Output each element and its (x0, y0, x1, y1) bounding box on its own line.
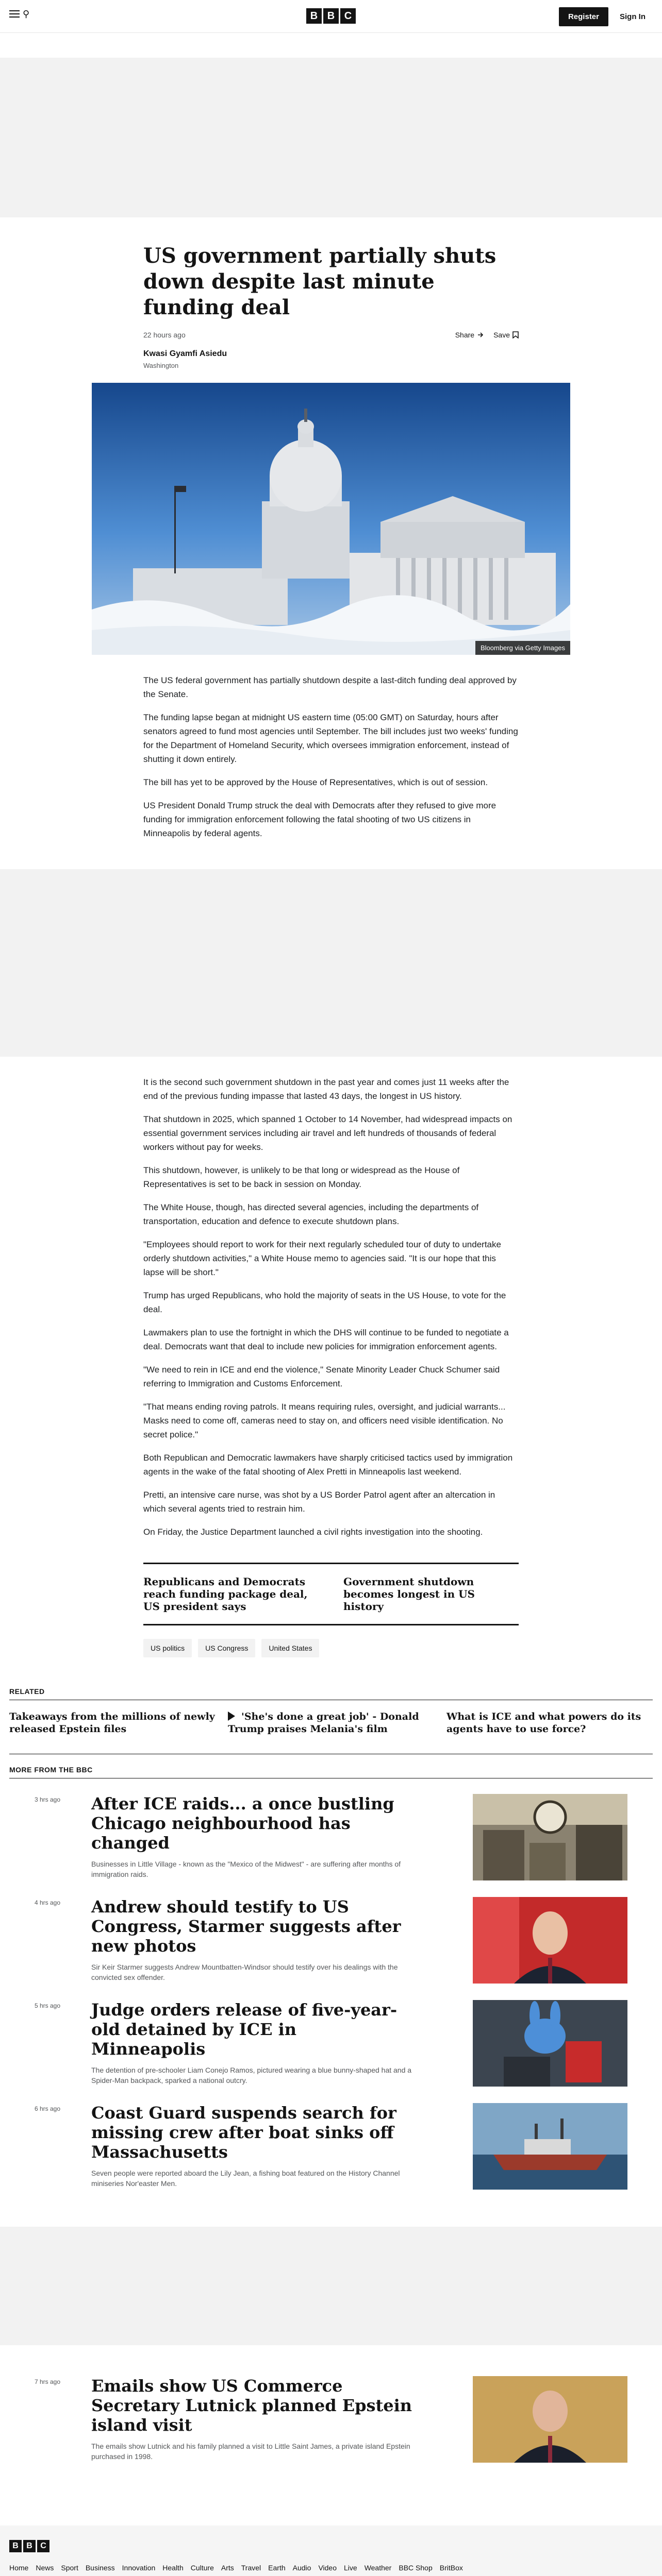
footer-nav (9, 2564, 653, 2576)
play-icon (228, 1711, 235, 1721)
topic-tags (143, 1639, 519, 1657)
hamburger-icon[interactable] (9, 10, 20, 18)
bookmark-icon (512, 331, 519, 338)
logo-letter: C (340, 8, 356, 24)
story-time: 7 hrs ago (35, 2378, 61, 2385)
related-label: RELATED (9, 1687, 653, 1700)
logo-letter: B (323, 8, 339, 24)
paragraph: US President Donald Trump struck the deal with Democrats after they refused to give more funding for immigration enforcement following the fatal shooting of two US citizens in Minneapolis by federal agents. (143, 801, 496, 838)
story-summary: Seven people were reported aboard the Lily Jean, a fishing boat featured on the History Channel miniseries Nor'easter Men. (91, 2169, 400, 2188)
logo-letter: B (306, 8, 322, 24)
story-time: 5 hrs ago (35, 2002, 61, 2009)
logo-letter: B (9, 2540, 22, 2552)
article-meta (143, 331, 519, 339)
related-link[interactable]: Government shutdown becomes longest in US history (343, 1575, 475, 1613)
footer-nav-item[interactable]: Home (9, 2564, 29, 2572)
bbc-logo[interactable] (306, 8, 356, 24)
story-thumbnail[interactable] (473, 1794, 627, 1880)
paragraph: On Friday, the Justice Department launched a civil rights investigation into the shooting. (143, 1527, 483, 1537)
advert-slot[interactable] (0, 869, 662, 1057)
paragraph: Pretti, an intensive care nurse, was shot by a US Border Patrol agent after an altercation in which several agents tried to restrain him. (143, 1490, 495, 1514)
article-body-top (143, 673, 519, 840)
ice-agents-image (473, 1794, 627, 1880)
inline-related-links (143, 1563, 519, 1625)
footer-nav-item[interactable]: Innovation (122, 2564, 156, 2572)
related-item[interactable]: What is ICE and what powers do its agents have to use force? (446, 1711, 641, 1735)
save-button[interactable] (493, 331, 519, 339)
article-body-bottom (143, 1075, 519, 1539)
footer-nav-item[interactable]: BBC Shop (399, 2564, 433, 2572)
story-title[interactable]: Emails show US Commerce Secretary Lutnick planned Epstein island visit (91, 2376, 412, 2435)
signin-button[interactable]: Sign In (620, 12, 646, 21)
advert-slot[interactable] (0, 58, 662, 217)
article-author[interactable]: Kwasi Gyamfi Asiedu (143, 349, 227, 358)
footer-nav-item[interactable]: Culture (190, 2564, 214, 2572)
footer-nav-item[interactable]: Arts (221, 2564, 234, 2572)
register-button[interactable]: Register (559, 7, 608, 26)
menu-search-button[interactable] (9, 10, 29, 18)
share-button[interactable] (455, 331, 484, 339)
paragraph: It is the second such government shutdown in the past year and comes just 11 weeks after the end of the previous funding impasse that lasted 43 days, the longest in US history. (143, 1077, 509, 1101)
story-time: 6 hrs ago (35, 2105, 61, 2112)
image-credit: Bloomberg via Getty Images (475, 641, 570, 655)
footer-nav-item[interactable]: Travel (241, 2564, 261, 2572)
share-label: Share (455, 331, 475, 339)
story-summary: Sir Keir Starmer suggests Andrew Mountbatten-Windsor should testify over his dealings with the convicted sex offender. (91, 1963, 398, 1981)
paragraph: This shutdown, however, is unlikely to be that long or widespread as the House of Representatives is set to be back in session on Monday. (143, 1165, 460, 1189)
paragraph: The White House, though, has directed several agencies, including the departments of transportation, education and defence to execute shutdown plans. (143, 1202, 479, 1226)
story-title[interactable]: Judge orders release of five-year-old detained by ICE in Minneapolis (91, 2000, 398, 2059)
story-card[interactable] (35, 1794, 627, 1882)
footer-nav-item[interactable]: Health (162, 2564, 184, 2572)
footer-nav-item[interactable]: Audio (292, 2564, 311, 2572)
story-title[interactable]: After ICE raids... a once bustling Chicago neighbourhood has changed (91, 1794, 394, 1853)
paragraph: "We need to rein in ICE and end the violence," Senate Minority Leader Chuck Schumer said referring to Immigration and Customs Enforcement. (143, 1365, 500, 1388)
story-time: 4 hrs ago (35, 1899, 61, 1906)
article-footer (143, 1563, 519, 1657)
footer-nav-item[interactable]: Weather (364, 2564, 392, 2572)
story-thumbnail[interactable] (473, 1897, 627, 1984)
footer-nav-item[interactable]: Business (85, 2564, 115, 2572)
article-headline: US government partially shuts down despite last minute funding deal (143, 244, 496, 319)
tag-us-politics[interactable]: US politics (143, 1639, 192, 1657)
more-from-bbc (35, 1794, 627, 2191)
related-item-label: 'She's done a great job' - Donald Trump praises Melania's film (228, 1711, 419, 1735)
footer-nav-item[interactable]: BritBox (439, 2564, 463, 2572)
paragraph: "That means ending roving patrols. It means requiring rules, oversight, and judicial warrants... Masks need to come off, cameras need to stay on, and officers need visible identification. No secret police." (143, 1402, 506, 1439)
story-time: 3 hrs ago (35, 1796, 61, 1803)
paragraph: Lawmakers plan to use the fortnight in which the DHS will continue to be funded to negotiate a deal. Democrats want that deal to include new policies for immigration enforcement agents. (143, 1328, 509, 1351)
story-title[interactable]: Andrew should testify to US Congress, Starmer suggests after new photos (91, 1897, 401, 1956)
footer-nav-item[interactable]: Live (344, 2564, 357, 2572)
hero-image-capitol (92, 383, 570, 655)
related-item[interactable]: Takeaways from the millions of newly released Epstein files (9, 1711, 215, 1735)
tag-united-states[interactable]: United States (261, 1639, 319, 1657)
story-card[interactable] (35, 2103, 627, 2191)
story-summary: Businesses in Little Village - known as the "Mexico of the Midwest" - are suffering after months of immigration raids. (91, 1860, 401, 1878)
story-card[interactable] (35, 2000, 627, 2088)
share-save-bar (455, 331, 519, 339)
more-from-bbc-continued (35, 2376, 627, 2464)
site-header (0, 0, 662, 33)
logo-letter: C (37, 2540, 49, 2552)
search-icon[interactable]: ⚲ (23, 9, 30, 19)
article (143, 243, 519, 369)
footer-nav-item[interactable]: News (36, 2564, 54, 2572)
story-summary: The detention of pre-schooler Liam Conejo Ramos, pictured wearing a blue bunny-shaped hat and a Spider-Man backpack, sparked a national outcry. (91, 2066, 412, 2084)
more-label: MORE FROM THE BBC (9, 1766, 653, 1778)
lutnick-image (473, 2376, 627, 2463)
logo-letter: B (23, 2540, 36, 2552)
tag-us-congress[interactable]: US Congress (198, 1639, 255, 1657)
paragraph: The US federal government has partially shutdown despite a last-ditch funding deal approved by the Senate. (143, 675, 517, 699)
paragraph: Trump has urged Republicans, who hold the majority of seats in the US House, to vote for the deal. (143, 1291, 506, 1314)
related-list (9, 1710, 653, 1754)
article-timestamp: 22 hours ago (143, 331, 186, 339)
advert-slot[interactable] (0, 2227, 662, 2345)
footer-nav-item[interactable]: Video (318, 2564, 337, 2572)
footer-nav-item[interactable]: Earth (268, 2564, 286, 2572)
bunny-hat-image (473, 2000, 627, 2087)
story-thumbnail[interactable] (473, 2000, 627, 2087)
story-card[interactable] (35, 1897, 627, 1985)
paragraph: Both Republican and Democratic lawmakers have sharply criticised tactics used by immigration agents in the wake of the fatal shooting of Alex Pretti in Minneapolis last weekend. (143, 1453, 513, 1477)
story-title[interactable]: Coast Guard suspends search for missing crew after boat sinks off Massachusetts (91, 2103, 396, 2162)
story-summary: The emails show Lutnick and his family planned a visit to Little Saint James, a private island Epstein purchased in 1998. (91, 2442, 410, 2461)
story-thumbnail[interactable] (473, 2376, 627, 2463)
save-label: Save (493, 331, 510, 339)
footer-bbc-logo[interactable] (9, 2540, 653, 2552)
paragraph: "Employees should report to work for their next regularly scheduled tour of duty to undertake orderly shutdown activities," a White House memo to agencies said. "It is our hope that this lapse will be short." (143, 1240, 501, 1277)
fishing-boat-image (473, 2103, 627, 2190)
paragraph: That shutdown in 2025, which spanned 1 October to 14 November, had widespread impacts on essential government services including air travel and left hundreds of thousands of federal workers without pay for weeks. (143, 1114, 512, 1152)
story-thumbnail[interactable] (473, 2103, 627, 2190)
article-location: Washington (143, 362, 179, 369)
paragraph: The funding lapse began at midnight US eastern time (05:00 GMT) on Saturday, hours after senators agreed to fund most agencies until September. The bill includes just two weeks' funding for the Department of Homeland Security, which oversees immigration enforcement, instead of shutting it down entirely. (143, 713, 518, 764)
site-footer (0, 2526, 662, 2576)
starmer-image (473, 1897, 627, 1984)
story-card[interactable] (35, 2376, 627, 2464)
related-section (0, 1687, 662, 1778)
related-item-video[interactable] (228, 1710, 434, 1735)
related-link[interactable]: Republicans and Democrats reach funding package deal, US president says (143, 1575, 308, 1613)
capitol-illustration (92, 383, 570, 655)
paragraph: The bill has yet to be approved by the House of Representatives, which is out of session. (143, 777, 488, 787)
share-icon (477, 331, 484, 338)
footer-nav-item[interactable]: Sport (61, 2564, 78, 2572)
